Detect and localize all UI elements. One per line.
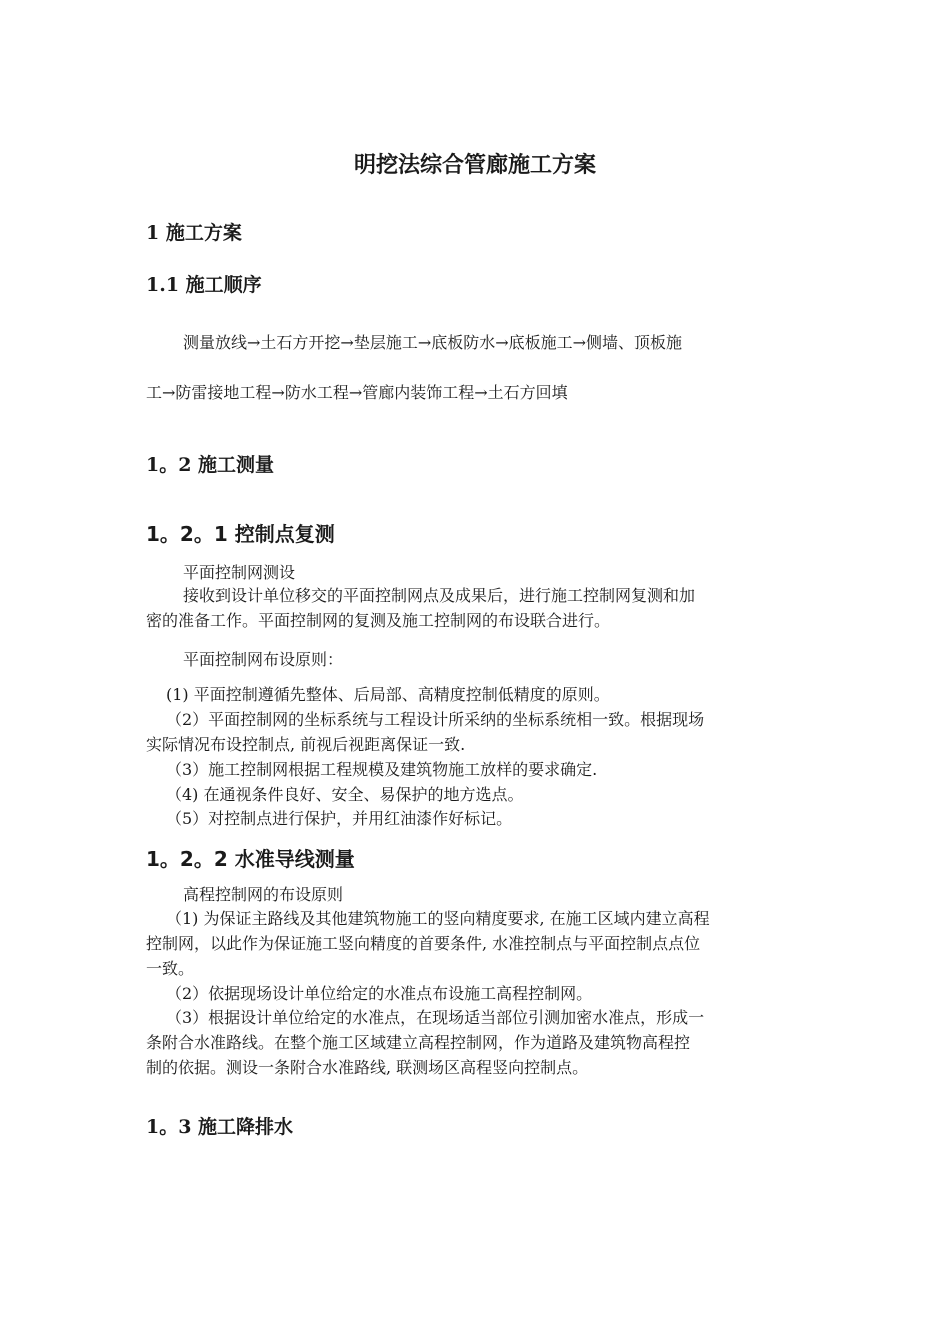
- elevation-item-1-line-2: 控制网，以此作为保证施工竖向精度的首要条件, 水准控制点与平面控制点点位: [146, 934, 701, 953]
- principle-item-5: （5）对控制点进行保护，并用红油漆作好标记。: [166, 809, 513, 828]
- section-heading-1: 1 施工方案: [146, 222, 242, 244]
- elevation-principle-label: 高程控制网的布设原则: [183, 885, 344, 904]
- plane-paragraph-line-1: 接收到设计单位移交的平面控制网点及成果后，进行施工控制网复测和加: [183, 586, 696, 605]
- elevation-item-1-line-1: （1) 为保证主路线及其他建筑物施工的竖向精度要求, 在施工区域内建立高程: [166, 909, 710, 928]
- principle-item-2-line-1: （2）平面控制网的坐标系统与工程设计所采纳的坐标系统相一致。根据现场: [166, 710, 705, 729]
- elevation-item-3-line-3: 制的依据。测设一条附合水准路线, 联测场区高程竖向控制点。: [146, 1058, 589, 1077]
- plane-principle-label: 平面控制网布设原则：: [183, 650, 344, 669]
- section-heading-1-2-2: 1。2。2 水准导线测量: [146, 847, 355, 871]
- principle-item-1: (1) 平面控制遵循先整体、后局部、高精度控制低精度的原则。: [166, 685, 610, 704]
- section-heading-1-3: 1。3 施工降排水: [146, 1116, 294, 1138]
- principle-item-4: （4) 在通视条件良好、安全、易保护的地方选点。: [166, 785, 524, 804]
- elevation-item-1-line-3: 一致。: [146, 959, 195, 978]
- document-title: 明挖法综合管廊施工方案: [353, 152, 596, 178]
- principle-item-2-line-2: 实际情况布设控制点, 前视后视距离保证一致.: [146, 735, 466, 754]
- elevation-item-2: （2）依据现场设计单位给定的水准点布设施工高程控制网。: [166, 984, 593, 1003]
- section-heading-1-2-1: 1。2。1 控制点复测: [146, 522, 335, 546]
- plane-setup-label: 平面控制网测设: [183, 563, 296, 582]
- sequence-line-1: 测量放线→土石方开挖→垫层施工→底板防水→底板施工→侧墙、顶板施: [183, 333, 683, 352]
- section-heading-1-2: 1。2 施工测量: [146, 454, 275, 476]
- principle-item-3: （3）施工控制网根据工程规模及建筑物施工放样的要求确定.: [166, 760, 598, 779]
- elevation-item-3-line-2: 条附合水准路线。在整个施工区域建立高程控制网，作为道路及建筑物高程控: [146, 1033, 691, 1052]
- section-heading-1-1: 1.1 施工顺序: [146, 274, 262, 296]
- sequence-line-2: 工→防雷接地工程→防水工程→管廊内装饰工程→土石方回填: [146, 383, 568, 402]
- elevation-item-3-line-1: （3）根据设计单位给定的水准点，在现场适当部位引测加密水准点，形成一: [166, 1008, 705, 1027]
- plane-paragraph-line-2: 密的准备工作。平面控制网的复测及施工控制网的布设联合进行。: [146, 611, 611, 630]
